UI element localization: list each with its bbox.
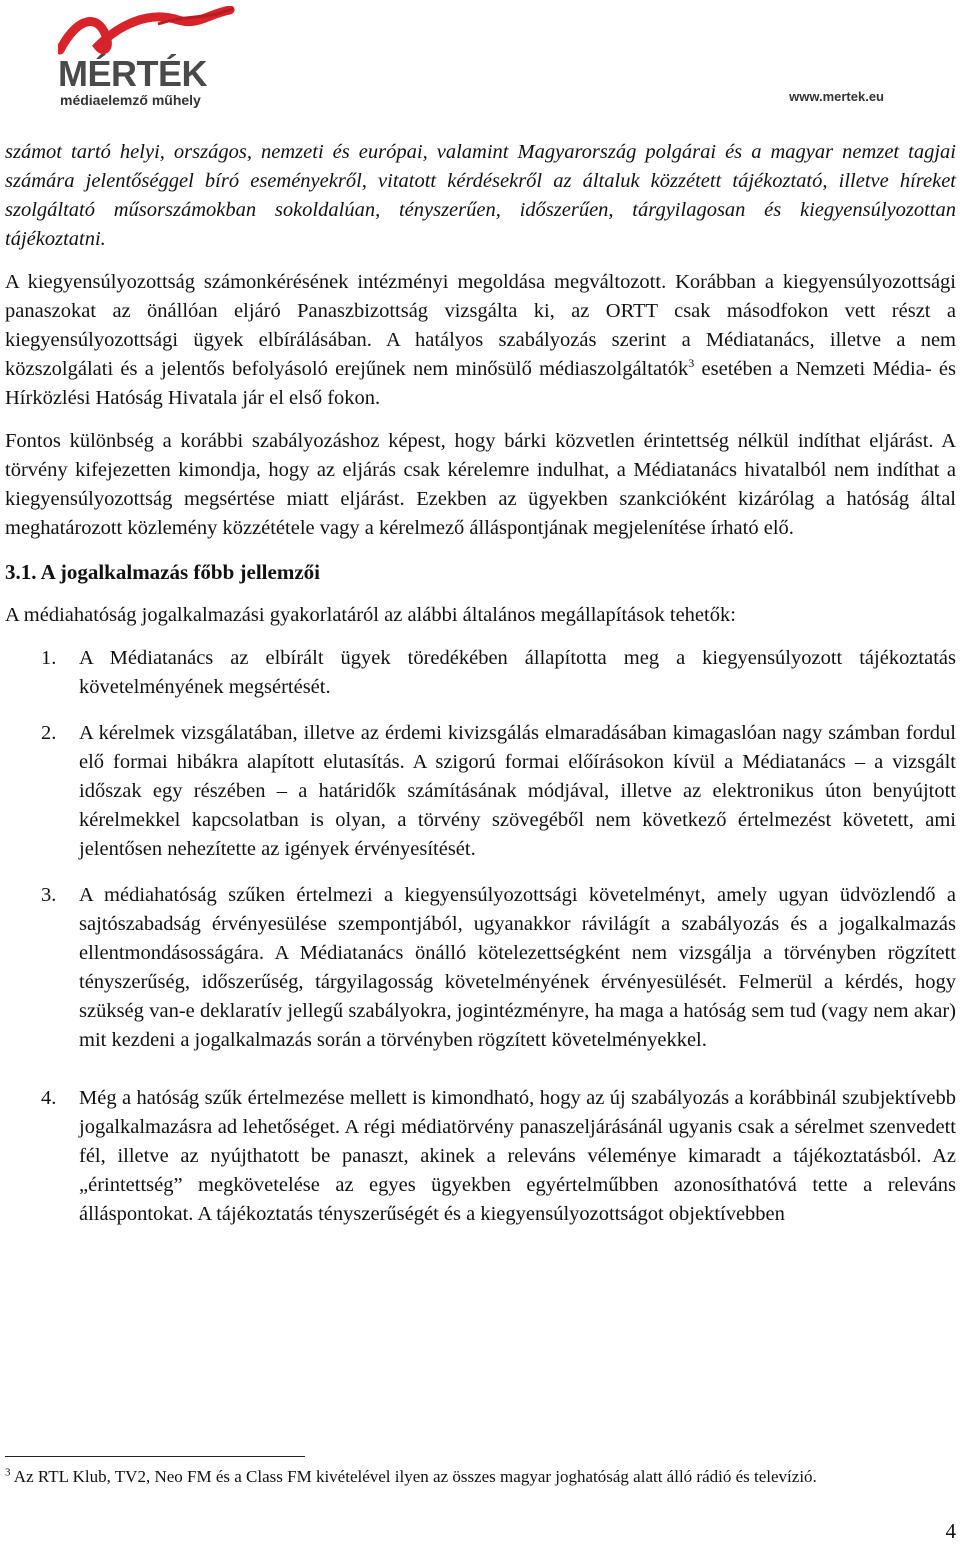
list-item-number: 1.	[41, 647, 57, 669]
paragraph-difference: Fontos különbség a korábbi szabályozáshoz képest, hogy bárki közvetlen érintettség nélkül indíthat eljárást. A törvény kifejezetten kimondja, hogy az eljárás csak kérelemre indulhat, a Médiatanács hivatalból nem indíthat a kiegyensúlyozottság megsértése miatt eljárást. Ezekben az ügyekben szankcióként kizárólag a hatóság által meghatározott közlemény közzététele vagy a kérelmező álláspontjának megjelenítése írható elő.	[5, 430, 956, 539]
findings-list	[5, 644, 956, 1229]
footnote-text: Az RTL Klub, TV2, Neo FM és a Class FM kivételével ilyen az összes magyar joghatóság alatt álló rádió és televízió.	[10, 1467, 817, 1486]
mertek-logo	[58, 6, 258, 106]
site-url-link[interactable]: www.mertek.eu	[789, 89, 884, 104]
paragraph-institutional	[5, 268, 956, 413]
list-item-number: 3.	[41, 884, 57, 906]
logo-wordmark: MÉRTÉK	[58, 53, 207, 94]
list-item-text: A médiahatóság szűken értelmezi a kiegyensúlyozottsági követelményt, amely ugyan üdvözlendő a sajtószabadság érvényesülése szempontjából, ugyanakkor rávilágít a szabályozás és a jogalkalmazás ellentmondásosságára. A Médiatanács önálló kötelezettségként nem vizsgálja a törvényben rögzített tényszerűség, időszerűség, tárgyilagosság követelményének érvényesülését. Felmerül a kérdés, hogy szükség van-e deklaratív jellegű szabályokra, jogintézményre, ha maga a hatóság sem tud (vagy nem akar) mit kezdeni a jogalkalmazás során a törvényben rögzített követelményekkel.	[79, 884, 956, 1051]
list-intro: A médiahatóság jogalkalmazási gyakorlatáról az alábbi általános megállapítások tehetők:	[5, 604, 736, 626]
document-body	[5, 138, 956, 1229]
list-item	[5, 644, 956, 702]
paragraph-text-end: esetében a Nemzeti Média- és Hírközlési Hatóság Hivatala jár el első fokon.	[5, 358, 956, 409]
list-item	[5, 1084, 956, 1229]
footnote	[5, 1466, 956, 1488]
list-item-text: A kérelmek vizsgálatában, illetve az érdemi kivizsgálás elmaradásában kimagaslóan nagy számban fordul elő formai hibákra alapított elutasítás. A szigorú formai előírásokon kívül a Médiatanács – a vizsgált időszak egy részében – a határidők számításának módjával, illetve az elektronikus úton benyújtott kérelmekkel kapcsolatban is olyan, a törvény szövegéből nem következő értelmezést követett, ami jelentősen nehezítette az igények érvényesítését.	[79, 722, 956, 860]
list-item-number: 2.	[41, 722, 57, 744]
list-item-text: A Médiatanács az elbírált ügyek töredékében állapította meg a kiegyensúlyozott tájékoztatás követelményének megsértését.	[79, 647, 956, 698]
footnote-number: 3	[5, 1466, 11, 1479]
paragraph-continuation: számot tartó helyi, országos, nemzeti és európai, valamint Magyarország polgárai és a magyar nemzet tagjai számára jelentőséggel bíró eseményekről, vitatott kérdésekről az általuk közzétett tájékoztató, illetve híreket szolgáltató műsorszámokban sokoldalúan, tényszerűen, időszerűen, tárgyilagosan és kiegyensúlyozottan tájékoztatni.	[5, 141, 956, 250]
list-item	[5, 881, 956, 1055]
footnote-divider	[5, 1456, 305, 1457]
footnote-ref[interactable]: 3	[688, 356, 695, 371]
logo-subtitle: médiaelemző műhely	[60, 92, 201, 108]
list-item	[5, 719, 956, 864]
page-number: 4	[945, 1519, 956, 1543]
list-item-number: 4.	[41, 1087, 57, 1109]
page-header	[0, 0, 960, 112]
list-item-text: Még a hatóság szűk értelmezése mellett is kimondható, hogy az új szabályozás a korábbinál szubjektívebb jogalkalmazásra ad lehetőséget. A régi médiatörvény panaszeljárásánál ugyanis csak a sérelmet szenvedett fél, illetve az nyújthatott be panaszt, akinek a releváns véleménye kimaradt a tájékoztatásból. Az „érintettség” megkövetelése az egyes ügyekben egyértelműbben azonosíthatóvá tette a releváns álláspontokat. A tájékoztatás tényszerűségét és a kiegyensúlyozottságot objektívebben	[79, 1087, 956, 1225]
section-heading: 3.1. A jogalkalmazás főbb jellemzői	[5, 560, 320, 584]
paragraph-text: A kiegyensúlyozottság számonkérésének intézményi megoldása megváltozott. Korábban a kiegyensúlyozottsági panaszokat az önállóan eljáró Panaszbizottság vizsgálta ki, az ORTT csak másodfokon vett részt a kiegyensúlyozottsági ügyek elbírálásában. A hatályos szabályozás szerint a Médiatanács, illetve a nem közszolgálati és a jelentős befolyásoló erejűnek nem minősülő médiaszolgáltatók	[5, 271, 956, 380]
